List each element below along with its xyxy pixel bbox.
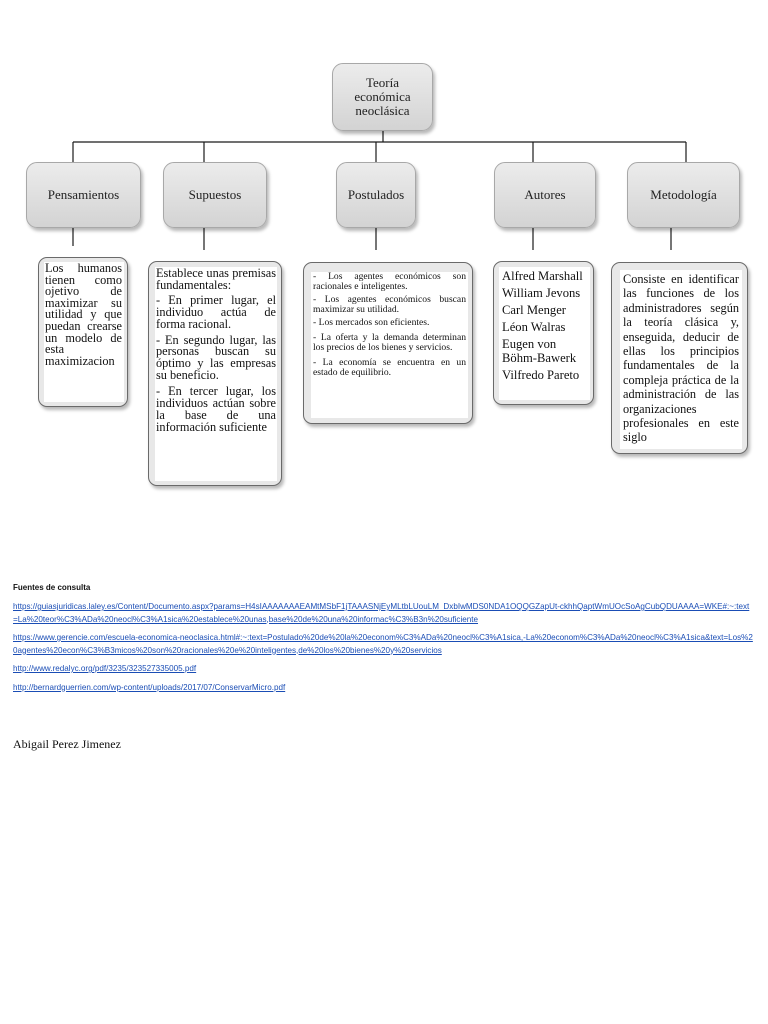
category-label: Pensamientos	[47, 187, 120, 202]
autores-list	[499, 267, 590, 400]
category-autores	[494, 162, 596, 228]
category-metodologia	[627, 162, 740, 228]
postulados-item: - Los agentes económicos buscan maximizar su utilidad.	[313, 294, 466, 315]
supuestos-item: Establece unas premisas fundamentales:	[156, 266, 276, 292]
category-label: Supuestos	[188, 187, 242, 202]
autores-detail-box	[493, 261, 594, 405]
autor-item: Eugen von Böhm-Bawerk	[502, 337, 577, 365]
source-link[interactable]: https://guiasjuridicas.laley.es/Content/Documento.aspx?params=H4sIAAAAAAAEAMtMSbF1jTAAASNjEyMLtbLUouLM_DxbIwMDS0NDA1OQQGZapUt-ckhhQaptWmUOcSoAgCubQDUAAAA=WKE#:~:text=La%20teor%C3%ADa%20neocl%C3%A1sica%20establece%20unas,base%20de%20una%20informac%C3%B3n%20suficiente	[13, 602, 750, 624]
category-supuestos	[163, 162, 267, 228]
source-link[interactable]: https://www.gerencie.com/escuela-economica-neoclasica.html#:~:text=Postulado%20de%20la%20econom%C3%ADa%20neocl%C3%A1sica,-La%20econom%C3%ADa%20neocl%C3%A1sica&text=Los%20agentes%20econ%C3%B3micos%20son%20racionales%20e%20inteligentes,de%20los%20bienes%20y%20servicios	[13, 633, 753, 655]
autor-item: Léon Walras	[502, 320, 566, 334]
postulados-item: - Los mercados son eficientes.	[313, 317, 430, 328]
category-label: Autores	[524, 187, 566, 202]
metodologia-text: Consiste en identificar las funciones de los administradores según la teoría clásica y, enseguida, deducir de ellas los principios fundamentales de la compleja práctica de la administración de las organizaciones profesionales en este siglo	[620, 270, 742, 449]
supuestos-item: - En tercer lugar, los individuos actúan sobre la base de una información suficiente	[156, 384, 276, 434]
category-pensamientos	[26, 162, 141, 228]
postulados-detail-box	[303, 262, 473, 424]
postulados-item: - Los agentes económicos son racionales e inteligentes.	[313, 271, 466, 292]
source-link[interactable]: http://bernardguerrien.com/wp-content/uploads/2017/07/ConservarMicro.pdf	[13, 682, 286, 692]
root-node-label: Teoría económica neoclásica	[354, 75, 411, 118]
category-postulados	[336, 162, 416, 228]
sources-heading: Fuentes de consulta	[13, 583, 91, 592]
supuestos-item: - En primer lugar, el individuo actúa de forma racional.	[156, 292, 276, 331]
postulados-item: - La economía se encuentra en un estado de equilibrio.	[313, 357, 466, 378]
category-label: Postulados	[347, 187, 405, 202]
root-node	[332, 63, 433, 131]
metodologia-detail-box	[611, 262, 748, 454]
source-link[interactable]: http://www.redalyc.org/pdf/3235/323527335005.pdf	[13, 664, 197, 673]
pensamientos-detail-box	[38, 257, 128, 407]
supuestos-item: - En segundo lugar, las personas buscan su óptimo y las empresas su beneficio.	[156, 332, 276, 383]
author-name: Abigail Perez Jimenez	[13, 737, 121, 751]
sources-section	[13, 583, 753, 700]
autor-item: Vilfredo Pareto	[502, 368, 580, 382]
category-label: Metodología	[650, 187, 717, 202]
pensamientos-text: Los humanos tienen como ojetivo de maximizar su utilidad y que puedan crearse un modelo de esta maximizacion	[44, 262, 124, 402]
autor-item: Alfred Marshall	[502, 269, 583, 283]
postulados-list	[311, 272, 468, 418]
autor-item: William Jevons	[502, 286, 581, 300]
supuestos-list	[155, 267, 277, 481]
postulados-item: - La oferta y la demanda determinan los precios de los bienes y servicios.	[313, 332, 466, 353]
autor-item: Carl Menger	[502, 303, 566, 317]
supuestos-detail-box	[148, 261, 282, 486]
